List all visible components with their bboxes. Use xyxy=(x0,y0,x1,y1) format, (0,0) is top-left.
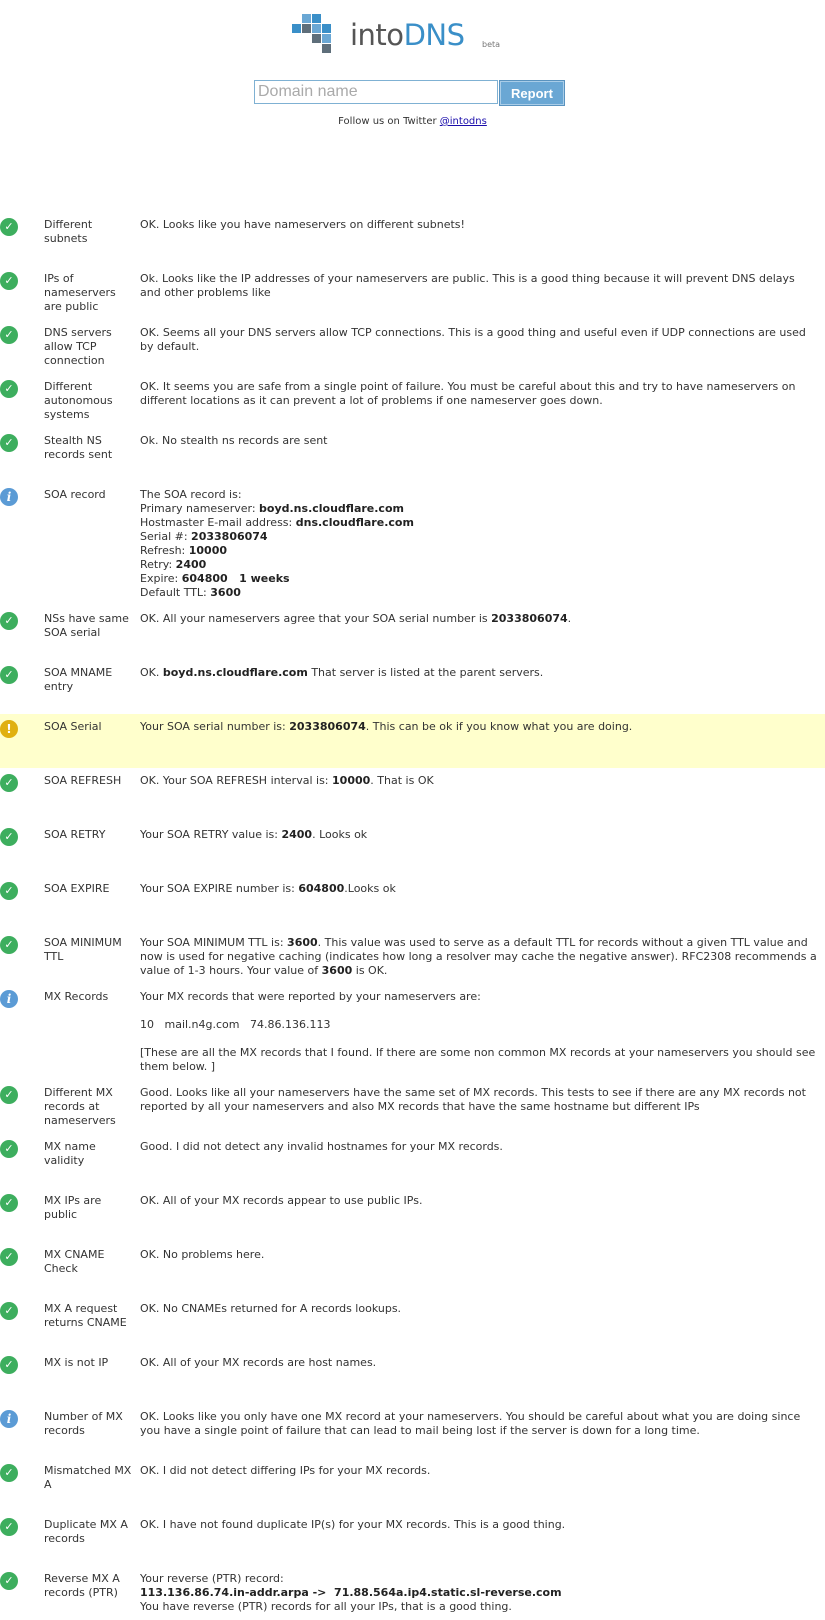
info-value: 3600 xyxy=(287,936,318,949)
info-text-part: Retry: xyxy=(140,558,176,571)
info-line xyxy=(140,882,817,896)
info-text-part: Good. I did not detect any invalid hostnames for your MX records. xyxy=(140,1140,503,1153)
info-text-part: [These are all the MX records that I found. If there are some non common MX records at your nameservers you should see them below. ] xyxy=(140,1046,819,1073)
check-info xyxy=(140,272,817,314)
info-line xyxy=(140,666,817,680)
check-icon: ✓ xyxy=(0,1572,18,1590)
site-header xyxy=(0,0,825,140)
check-row xyxy=(0,606,825,660)
info-value: 10000 xyxy=(188,544,228,557)
check-name: Duplicate MX A records xyxy=(44,1518,128,1545)
info-line xyxy=(140,218,817,232)
info-line xyxy=(140,1518,817,1532)
check-icon: ✓ xyxy=(0,1302,18,1320)
logo-text xyxy=(350,18,465,52)
info-value: 2400 xyxy=(175,558,207,571)
info-line xyxy=(140,572,817,586)
check-info xyxy=(140,434,817,476)
check-row xyxy=(0,1458,825,1512)
info-value: boyd.ns.cloudflare.com xyxy=(162,666,308,679)
logo-beta: beta xyxy=(482,40,501,49)
info-line xyxy=(140,1018,817,1032)
check-row xyxy=(0,428,825,482)
info-value: 10000 xyxy=(332,774,371,787)
check-icon: ✓ xyxy=(0,1248,18,1266)
follow-line xyxy=(0,116,825,127)
check-name: Different autonomous systems xyxy=(44,380,113,421)
info-text-part: Ok. Looks like the IP addresses of your nameservers are public. This is a good thing because it will prevent DNS delays and other problems like xyxy=(140,272,799,299)
check-row xyxy=(0,768,825,822)
info-line xyxy=(140,544,817,558)
check-row xyxy=(0,930,825,984)
check-name: MX Records xyxy=(44,990,109,1003)
check-icon: ✓ xyxy=(0,774,18,792)
check-row xyxy=(0,1080,825,1134)
check-icon: ✓ xyxy=(0,1086,18,1104)
info-text-part: . This can be ok if you know what you are doing. xyxy=(365,720,633,733)
info-text-part: You have reverse (PTR) records for all your IPs, that is a good thing. xyxy=(140,1600,512,1613)
check-name: IPs of nameservers are public xyxy=(44,272,116,313)
info-text-part: OK. No CNAMEs returned for A records lookups. xyxy=(140,1302,402,1315)
check-name: Number of MX records xyxy=(44,1410,123,1437)
check-info xyxy=(140,828,817,870)
check-row xyxy=(0,1242,825,1296)
info-text-part: OK. Your SOA REFRESH interval is: xyxy=(140,774,333,787)
check-info xyxy=(140,1518,817,1560)
check-name: NSs have same SOA serial xyxy=(44,612,129,639)
info-text-part: Your MX records that were reported by your nameservers are: xyxy=(140,990,481,1003)
info-line xyxy=(140,326,817,354)
check-info xyxy=(140,720,817,762)
check-row xyxy=(0,1188,825,1242)
check-name: DNS servers allow TCP connection xyxy=(44,326,112,367)
check-icon: ✓ xyxy=(0,828,18,846)
check-name: SOA RETRY xyxy=(44,828,106,841)
check-info xyxy=(140,1410,817,1452)
info-text-part: Good. Looks like all your nameservers have the same set of MX records. This tests to see if there are any MX records not reported by all your nameservers and also MX records that have the same hostname but different IPs xyxy=(140,1086,810,1113)
check-info xyxy=(140,488,817,600)
info-text-part: Ok. No stealth ns records are sent xyxy=(140,434,328,447)
info-value: dns.cloudflare.com xyxy=(295,516,414,529)
check-info xyxy=(140,326,817,368)
intodns-logo[interactable] xyxy=(292,14,512,58)
check-row xyxy=(0,266,825,320)
info-text-part: OK. Looks like you have nameservers on different subnets! xyxy=(140,218,465,231)
check-info xyxy=(140,666,817,708)
check-icon: ✓ xyxy=(0,612,18,630)
check-info xyxy=(140,612,817,654)
info-text-part: OK. Looks like you only have one MX record at your nameservers. You should be careful about what you are doing since you have a single point of failure that can lead to mail being lost if the server is down for a long time. xyxy=(140,1410,804,1437)
follow-text: Follow us on Twitter xyxy=(338,116,437,127)
check-info xyxy=(140,1248,817,1290)
check-info xyxy=(140,1140,817,1182)
check-info xyxy=(140,1086,817,1128)
check-icon: ✓ xyxy=(0,1140,18,1158)
check-row xyxy=(0,876,825,930)
check-name: MX is not IP xyxy=(44,1356,109,1369)
info-line xyxy=(140,1046,817,1074)
check-info xyxy=(140,1302,817,1344)
info-value: 604800 1 weeks xyxy=(181,572,290,585)
info-value: 2033806074 xyxy=(289,720,366,733)
info-line xyxy=(140,1356,817,1370)
check-row xyxy=(0,660,825,714)
info-text-part: Expire: xyxy=(140,572,182,585)
check-name: Reverse MX A records (PTR) xyxy=(44,1572,120,1599)
check-row xyxy=(0,1566,825,1620)
info-line xyxy=(140,434,817,448)
info-line xyxy=(140,1464,817,1478)
info-value: 113.136.86.74.in-addr.arpa -> 71.88.564a.ip4.static.sl-reverse.com xyxy=(140,1586,562,1599)
info-line xyxy=(140,1140,817,1154)
check-icon: ✓ xyxy=(0,218,18,236)
info-line xyxy=(140,1086,817,1114)
info-text-part: 10 mail.n4g.com 74.86.136.113 xyxy=(140,1018,331,1031)
check-info xyxy=(140,1194,817,1236)
check-name: MX name validity xyxy=(44,1140,96,1167)
info-value: 2400 xyxy=(281,828,313,841)
info-text-part: Your reverse (PTR) record: xyxy=(140,1572,284,1585)
check-row xyxy=(0,1350,825,1404)
check-row xyxy=(0,714,825,768)
check-row xyxy=(0,212,825,266)
info-line xyxy=(140,1248,817,1262)
check-info xyxy=(140,218,817,260)
info-line xyxy=(140,516,817,530)
check-row xyxy=(0,822,825,876)
info-line xyxy=(140,502,817,516)
check-name: Mismatched MX A xyxy=(44,1464,132,1491)
info-line xyxy=(140,990,817,1004)
domain-input[interactable] xyxy=(254,80,498,104)
info-value: 3600 xyxy=(321,964,353,977)
check-info xyxy=(140,1356,817,1398)
check-name: SOA Serial xyxy=(44,720,102,733)
check-icon: ✓ xyxy=(0,326,18,344)
info-text-part: . xyxy=(567,612,572,625)
check-icon: ✓ xyxy=(0,380,18,398)
info-line xyxy=(140,380,817,408)
info-line xyxy=(140,612,817,626)
logo-squares-icon xyxy=(292,14,346,54)
info-line xyxy=(140,586,817,600)
check-icon: ✓ xyxy=(0,882,18,900)
info-text-part: .Looks ok xyxy=(344,882,396,895)
logo-accent: DNS xyxy=(403,18,465,52)
info-icon: i xyxy=(0,990,18,1008)
check-row xyxy=(0,374,825,428)
check-row xyxy=(0,1512,825,1566)
info-text-part: Your SOA EXPIRE number is: xyxy=(140,882,299,895)
info-value: boyd.ns.cloudflare.com xyxy=(259,502,404,515)
info-text-part: Refresh: xyxy=(140,544,189,557)
info-line xyxy=(140,488,817,502)
info-text-part: Your SOA serial number is: xyxy=(140,720,290,733)
info-text-part: Serial #: xyxy=(140,530,192,543)
info-text-part: OK. I did not detect differing IPs for your MX records. xyxy=(140,1464,431,1477)
check-name: Stealth NS records sent xyxy=(44,434,113,461)
check-icon: ✓ xyxy=(0,1518,18,1536)
info-text-part: OK. All your nameservers agree that your SOA serial number is xyxy=(140,612,492,625)
check-name: SOA EXPIRE xyxy=(44,882,110,895)
info-line xyxy=(140,1572,817,1586)
check-info xyxy=(140,1572,817,1614)
check-row xyxy=(0,482,825,606)
check-info xyxy=(140,380,817,422)
info-value: 2033806074 xyxy=(491,612,568,625)
info-text-part: . This value was used to serve as a default TTL for records without a given TTL value and now is used for negative caching (indicates how long a resolver may cache the negative answer). RFC2308 recommends a value of 1-3 hours. Your value of xyxy=(140,936,821,977)
exclamation-icon: ! xyxy=(0,720,18,738)
info-text-part: . Looks ok xyxy=(312,828,368,841)
check-name: Different subnets xyxy=(44,218,93,245)
check-icon: ✓ xyxy=(0,272,18,290)
info-line xyxy=(140,1410,817,1438)
check-icon: ✓ xyxy=(0,936,18,954)
check-name: SOA MNAME entry xyxy=(44,666,113,693)
info-line xyxy=(140,774,817,788)
check-name: SOA MINIMUM TTL xyxy=(44,936,122,963)
info-text-part: Default TTL: xyxy=(140,586,211,599)
info-line xyxy=(140,1194,817,1208)
info-text-part: OK. All of your MX records appear to use public IPs. xyxy=(140,1194,423,1207)
check-name: MX IPs are public xyxy=(44,1194,102,1221)
info-line xyxy=(140,1586,817,1600)
check-icon: ✓ xyxy=(0,666,18,684)
check-row xyxy=(0,1296,825,1350)
check-info xyxy=(140,990,817,1074)
info-text-part: OK. It seems you are safe from a single point of failure. You must be careful about this and try to have nameservers on different locations as it can prevent a lot of problems if one nameserver goes down. xyxy=(140,380,799,407)
info-text-part: is OK. xyxy=(352,964,388,977)
info-value: 2033806074 xyxy=(191,530,268,543)
info-text-part: That server is listed at the parent servers. xyxy=(307,666,544,679)
check-icon: ✓ xyxy=(0,434,18,452)
check-row xyxy=(0,1404,825,1458)
report-button[interactable]: Report xyxy=(499,80,565,106)
check-row xyxy=(0,984,825,1080)
info-text-part: Hostmaster E-mail address: xyxy=(140,516,296,529)
check-info xyxy=(140,1464,817,1506)
info-line xyxy=(140,1600,817,1614)
check-name: MX CNAME Check xyxy=(44,1248,105,1275)
check-name: SOA record xyxy=(44,488,106,501)
info-text-part: OK. Seems all your DNS servers allow TCP connections. This is a good thing and useful even if UDP connections are used by default. xyxy=(140,326,810,353)
logo-main: into xyxy=(350,18,404,52)
info-line xyxy=(140,558,817,572)
info-text-part: Your SOA RETRY value is: xyxy=(140,828,282,841)
info-icon: i xyxy=(0,1410,18,1428)
check-info xyxy=(140,936,821,978)
twitter-link[interactable]: @intodns xyxy=(439,116,487,127)
info-value: 604800 xyxy=(298,882,345,895)
info-text-part: OK. All of your MX records are host names. xyxy=(140,1356,377,1369)
check-name: SOA REFRESH xyxy=(44,774,122,787)
check-icon: ✓ xyxy=(0,1464,18,1482)
check-name: Different MX records at nameservers xyxy=(44,1086,116,1127)
info-line xyxy=(140,1302,817,1316)
info-icon: i xyxy=(0,488,18,506)
check-icon: ✓ xyxy=(0,1356,18,1374)
info-text-part: . That is OK xyxy=(370,774,434,787)
info-text-part: OK. No problems here. xyxy=(140,1248,265,1261)
info-line xyxy=(140,720,817,734)
info-line xyxy=(140,828,817,842)
check-icon: ✓ xyxy=(0,1194,18,1212)
check-row xyxy=(0,320,825,374)
check-name: MX A request returns CNAME xyxy=(44,1302,127,1329)
check-results xyxy=(0,212,825,1620)
info-line xyxy=(140,530,817,544)
check-info xyxy=(140,774,817,816)
info-text-part: Primary nameserver: xyxy=(140,502,260,515)
info-text-part: OK. I have not found duplicate IP(s) for your MX records. This is a good thing. xyxy=(140,1518,566,1531)
check-info xyxy=(140,882,817,924)
info-line xyxy=(140,936,821,978)
info-line xyxy=(140,272,817,300)
info-text-part: OK. xyxy=(140,666,163,679)
info-value: 3600 xyxy=(210,586,241,599)
info-text-part: The SOA record is: xyxy=(140,488,242,501)
info-text-part: Your SOA MINIMUM TTL is: xyxy=(140,936,288,949)
check-row xyxy=(0,1134,825,1188)
